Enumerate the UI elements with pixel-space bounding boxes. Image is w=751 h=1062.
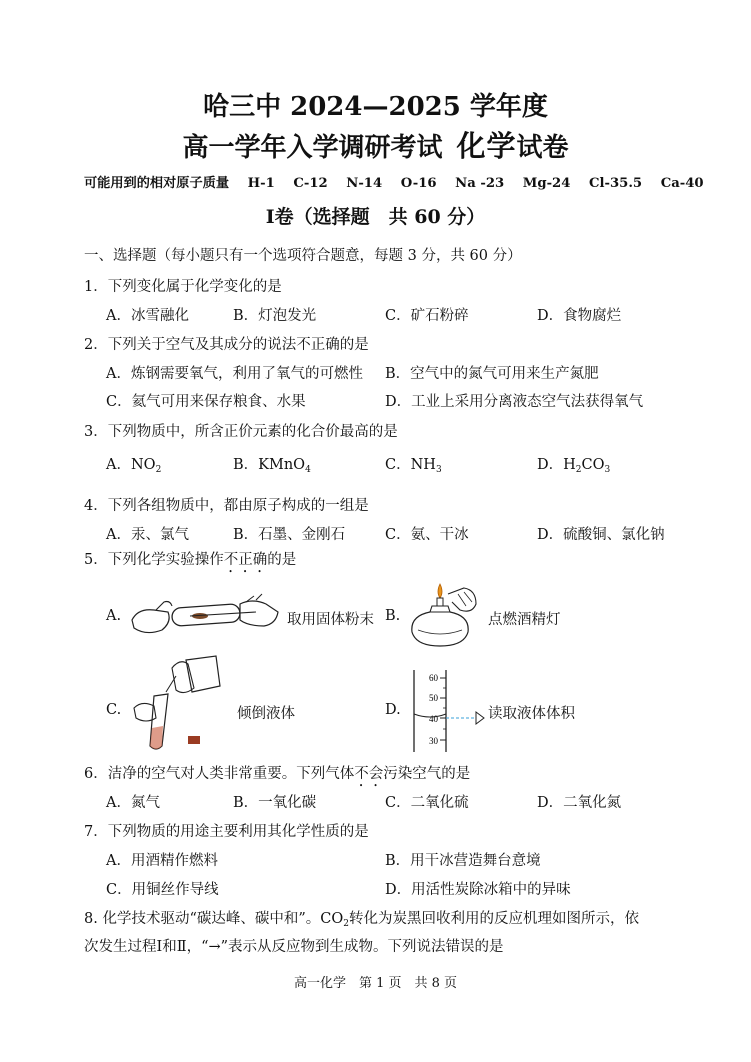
exam-title-line1: 哈三中 2024—2025 学年度: [203, 92, 548, 122]
question-5-option-d-caption: 读取液体体积: [488, 706, 575, 722]
question-3-option-c: [385, 453, 442, 475]
instructions: 一、选择题（每小题只有一个选项符合题意，每题 3 分，共 60 分）: [84, 248, 522, 264]
question-6-option-c: C．二氧化硫: [385, 795, 469, 811]
formula-part: NH: [410, 457, 436, 473]
question-3-option-d: [537, 453, 610, 475]
exam-title-suffix: 试卷: [516, 133, 569, 163]
question-5-option-b-letter: B.: [385, 608, 401, 624]
question-7-stem: 7．下列物质的用途主要利用其化学性质的是: [84, 824, 369, 840]
formula-part: H: [563, 457, 576, 473]
atomic-mass: C-12: [293, 176, 328, 191]
test-tube-spatula-figure: [128, 592, 288, 642]
question-7-option-a: A．用酒精作燃料: [106, 853, 218, 869]
question-2-stem: [84, 333, 369, 354]
question-5-option-b-caption: 点燃酒精灯: [488, 612, 561, 628]
question-2-option-d: D．工业上采用分离液态空气法获得氧气: [385, 394, 644, 410]
section-title: I卷（选择题 共 60 分）: [265, 206, 486, 228]
atomic-mass: Cl-35.5: [589, 176, 643, 191]
question-7-option-b: B．用干冰营造舞台意境: [385, 853, 541, 869]
question-5-stem-emphasis: 不正确: [223, 552, 268, 568]
question-8-line-1: [84, 907, 639, 929]
question-2-option-a: A．炼钢需要氧气，利用了氧气的可燃性: [106, 366, 363, 382]
question-8-text: 8. 化学技术驱动“碳达峰、碳中和”。CO: [84, 911, 344, 927]
question-2-option-c: C．氦气可用来保存粮食、水果: [106, 394, 306, 410]
question-2-stem-post: 的是: [339, 337, 369, 353]
atomic-mass: Mg-24: [522, 176, 571, 191]
graduated-cylinder-figure: [400, 668, 492, 754]
question-3-option-b: [233, 453, 311, 475]
option-letter: A．: [106, 457, 131, 473]
question-6-option-b: B．一氧化碳: [233, 795, 317, 811]
question-5-option-a-letter: A.: [106, 608, 122, 624]
question-5-stem-post: 的是: [267, 552, 297, 568]
formula-subscript: 3: [604, 465, 611, 475]
atomic-masses: [84, 172, 704, 191]
question-4-option-a: A．汞、氯气: [106, 527, 189, 543]
question-5-option-c-caption: 倾倒液体: [237, 706, 295, 722]
question-2-option-b: B．空气中的氮气可用来生产氮肥: [385, 366, 599, 382]
cylinder-tick-30: 30: [429, 736, 438, 746]
question-5-stem: [84, 548, 296, 576]
formula-subscript: 4: [305, 465, 311, 475]
formula-part: CO: [581, 457, 605, 473]
question-5-option-a-caption: 取用固体粉末: [287, 612, 374, 628]
exam-title-line2: [0, 124, 751, 165]
atomic-mass: O-16: [400, 176, 437, 191]
question-2-stem-pre: 2．下列关于空气及其成分的说法: [84, 337, 297, 353]
question-1-option-b: B．灯泡发光: [233, 308, 317, 324]
atomic-masses-label: 可能用到的相对原子质量: [84, 176, 230, 191]
formula-subscript: 2: [155, 465, 162, 475]
formula-subscript: 2: [575, 465, 582, 475]
atomic-mass: H-1: [247, 176, 275, 191]
formula-subscript: 3: [435, 465, 442, 475]
exam-subject: 化学: [456, 129, 517, 163]
question-3-stem: 3．下列物质中，所含正价元素的化合价最高的是: [84, 424, 398, 440]
cylinder-tick-40: 40: [429, 714, 438, 724]
option-letter: D．: [537, 457, 564, 473]
atomic-mass: N-14: [346, 176, 383, 191]
question-7-option-c: C．用铜丝作导线: [106, 882, 219, 898]
cylinder-tick-60: 60: [429, 673, 438, 683]
question-4-option-c: C．氨、干冰: [385, 527, 469, 543]
question-8-line-2: 次发生过程Ⅰ和Ⅱ，“→”表示从反应物到生成物。下列说法错误的是: [84, 939, 504, 955]
atomic-mass: Ca-40: [660, 176, 704, 191]
question-6-stem-pre: 6．洁净的空气对人类非常重要。下列气体: [84, 766, 355, 782]
page-footer: 高一化学 第 1 页 共 8 页: [293, 976, 458, 991]
formula-subscript: 2: [343, 919, 349, 929]
question-1-option-c: C．矿石粉碎: [385, 308, 469, 324]
formula-part: KMnO: [258, 457, 306, 473]
question-6-stem-emphasis: 不会: [354, 766, 384, 782]
question-5-option-c-letter: C.: [106, 702, 122, 718]
pouring-liquid-figure: [132, 656, 232, 752]
question-1-option-a: A．冰雪融化: [106, 308, 189, 324]
question-4-option-b: B．石墨、金刚石: [233, 527, 346, 543]
option-letter: B．: [233, 457, 259, 473]
question-4-stem: 4．下列各组物质中，都由原子构成的一组是: [84, 498, 369, 514]
exam-title-prefix: 高一学年入学调研考试: [182, 133, 443, 163]
question-5-option-d-letter: D.: [385, 702, 401, 718]
question-6-option-d: D．二氧化氮: [537, 795, 622, 811]
alcohol-lamp-figure: [404, 580, 484, 652]
question-3-option-a: [106, 453, 161, 475]
question-2-stem-emphasis: 不正确: [296, 337, 340, 353]
question-1-option-d: D．食物腐烂: [537, 308, 622, 324]
option-letter: C．: [385, 457, 411, 473]
question-1-stem: 1．下列变化属于化学变化的是: [84, 279, 282, 295]
question-5-stem-pre: 5．下列化学实验操作: [84, 552, 224, 568]
question-6-stem-post: 污染空气的是: [383, 766, 471, 782]
formula-part: NO: [130, 457, 156, 473]
atomic-mass: Na -23: [455, 176, 505, 191]
question-7-option-d: D．用活性炭除冰箱中的异味: [385, 882, 571, 898]
question-6-stem: [84, 762, 470, 790]
question-4-option-d: D．硫酸铜、氯化钠: [537, 527, 665, 543]
question-6-option-a: A．氮气: [106, 795, 160, 811]
question-8-text: 转化为炭黑回收利用的反应机理如图所示，依: [348, 911, 639, 927]
cylinder-tick-50: 50: [429, 693, 438, 703]
